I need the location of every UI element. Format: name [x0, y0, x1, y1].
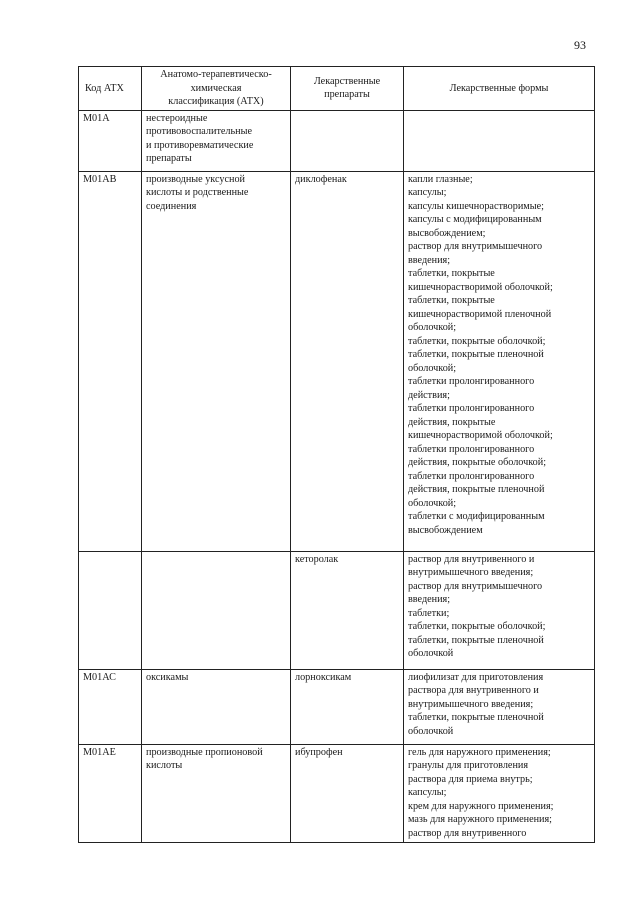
cell-text-line: действия, покрытые оболочкой; — [408, 457, 547, 468]
cell-text-line: лиофилизат для приготовления — [408, 671, 544, 683]
cell-text-line: крем для наружного применения; — [408, 800, 554, 812]
atc-code-cell: М01А — [79, 110, 142, 171]
cell-text-line: введения; — [408, 254, 451, 266]
atc-code-cell: М01АЕ — [79, 744, 142, 843]
forms-cell — [404, 744, 595, 843]
page-number: 93 — [574, 38, 586, 52]
cell-text-line: оболочкой — [408, 725, 454, 737]
table-row-m01ae — [79, 744, 595, 843]
cell-text-line: высвобождением; — [408, 227, 486, 239]
cell-text-line: оболочкой; — [408, 362, 457, 374]
forms-cell — [404, 669, 595, 744]
table-row-m01ab — [79, 171, 595, 551]
cell-text-line: кислоты — [146, 760, 183, 771]
cell-text-line: мазь для наружного применения; — [408, 814, 553, 825]
cell-text-line: и противоревматические — [146, 139, 254, 151]
cell-text-line: классификация (АТХ) — [168, 96, 264, 107]
cell-text-line: кишечнорастворимой оболочкой; — [408, 430, 553, 441]
cell-text-line: таблетки пролонгированного — [408, 470, 535, 482]
header-drugs — [291, 67, 404, 111]
drug-cell: диклофенак — [291, 171, 404, 551]
cell-text-line: гранулы для приготовления — [408, 760, 529, 771]
cell-text-line: раствора для приема внутрь; — [408, 773, 533, 785]
cell-text-line: Лекарственные — [313, 75, 381, 87]
cell-text-line: раствор для внутримышечного — [408, 580, 543, 592]
cell-text-line: таблетки, покрытые пленочной — [408, 349, 544, 360]
cell-text-line: капли глазные; — [408, 173, 473, 185]
cell-text-line: таблетки, покрытые оболочкой; — [408, 621, 546, 632]
header-classification — [142, 67, 291, 111]
cell-text-line: производные пропионовой — [146, 746, 263, 758]
cell-text-line: производные уксусной — [146, 173, 245, 185]
cell-text-line: таблетки, покрытые — [408, 268, 495, 279]
cell-text-line: раствор для внутривенного — [408, 827, 527, 839]
cell-text-line: гель для наружного применения; — [408, 746, 551, 758]
table-row-m01ac — [79, 669, 595, 744]
atc-code-cell: М01АВ — [79, 171, 142, 551]
cell-text-line: соединения — [146, 200, 197, 212]
atx-table — [78, 66, 595, 843]
cell-text-line: высвобождением — [408, 524, 483, 536]
drug-cell: кеторолак — [291, 551, 404, 669]
cell-text-line: оболочкой — [408, 648, 454, 659]
cell-text-line: оболочкой; — [408, 322, 457, 333]
atc-code-cell: М01АС — [79, 669, 142, 744]
drug-cell: ибупрофен — [291, 744, 404, 843]
classification-cell — [142, 110, 291, 171]
classification-cell — [142, 551, 291, 669]
cell-text-line: внутримышечного введения; — [408, 567, 534, 578]
cell-text-line: внутримышечного введения; — [408, 698, 534, 710]
drug-cell: лорноксикам — [291, 669, 404, 744]
forms-cell — [404, 171, 595, 551]
cell-text-line: таблетки, покрытые оболочкой; — [408, 335, 546, 347]
cell-text-line: таблетки пролонгированного — [408, 376, 535, 387]
cell-text-line: таблетки пролонгированного — [408, 443, 535, 455]
cell-text-line: капсулы с модифицированным — [408, 214, 542, 225]
forms-cell — [404, 551, 595, 669]
cell-text-line: капсулы; — [408, 187, 447, 198]
atc-code-cell — [79, 551, 142, 669]
table-row-m01a — [79, 110, 595, 171]
cell-text-line: таблетки пролонгированного — [408, 403, 535, 414]
cell-text-line: капсулы кишечнорастворимые; — [408, 200, 544, 212]
cell-text-line: раствор для внутривенного и — [408, 553, 535, 565]
drug-cell — [291, 110, 404, 171]
classification-cell — [142, 744, 291, 843]
cell-text-line: оксикамы — [146, 671, 189, 683]
header-code: Код АТХ — [79, 67, 142, 111]
cell-text-line: раствора для внутривенного и — [408, 685, 539, 696]
table-row-ketorolac — [79, 551, 595, 669]
classification-cell — [142, 669, 291, 744]
cell-text-line: оболочкой; — [408, 497, 457, 509]
cell-text-line: действия, покрытые — [408, 416, 496, 428]
cell-text-line: противовоспалительные — [146, 126, 252, 137]
cell-text-line: действия; — [408, 389, 450, 401]
cell-text-line: введения; — [408, 594, 451, 605]
cell-text-line: препараты — [324, 89, 370, 101]
cell-text-line: раствор для внутримышечного — [408, 241, 543, 252]
cell-text-line: препараты — [146, 153, 192, 164]
header-forms: Лекарственные формы — [404, 67, 595, 111]
cell-text-line: химическая — [190, 82, 242, 94]
classification-cell — [142, 171, 291, 551]
cell-text-line: нестероидные — [146, 112, 208, 124]
forms-cell — [404, 110, 595, 171]
cell-text-line: кислоты и родственные — [146, 187, 249, 198]
cell-text-line: Анатомо-терапевтическо- — [160, 69, 272, 80]
table-header-row — [79, 67, 595, 111]
cell-text-line: таблетки, покрытые — [408, 295, 495, 306]
cell-text-line: действия, покрытые пленочной — [408, 484, 545, 495]
cell-text-line: таблетки с модифицированным — [408, 511, 545, 522]
cell-text-line: капсулы; — [408, 787, 447, 798]
cell-text-line: таблетки, покрытые пленочной — [408, 712, 544, 723]
cell-text-line: кишечнорастворимой оболочкой; — [408, 281, 553, 293]
cell-text-line: кишечнорастворимой пленочной — [408, 308, 552, 320]
cell-text-line: таблетки; — [408, 607, 450, 619]
cell-text-line: таблетки, покрытые пленочной — [408, 634, 544, 646]
